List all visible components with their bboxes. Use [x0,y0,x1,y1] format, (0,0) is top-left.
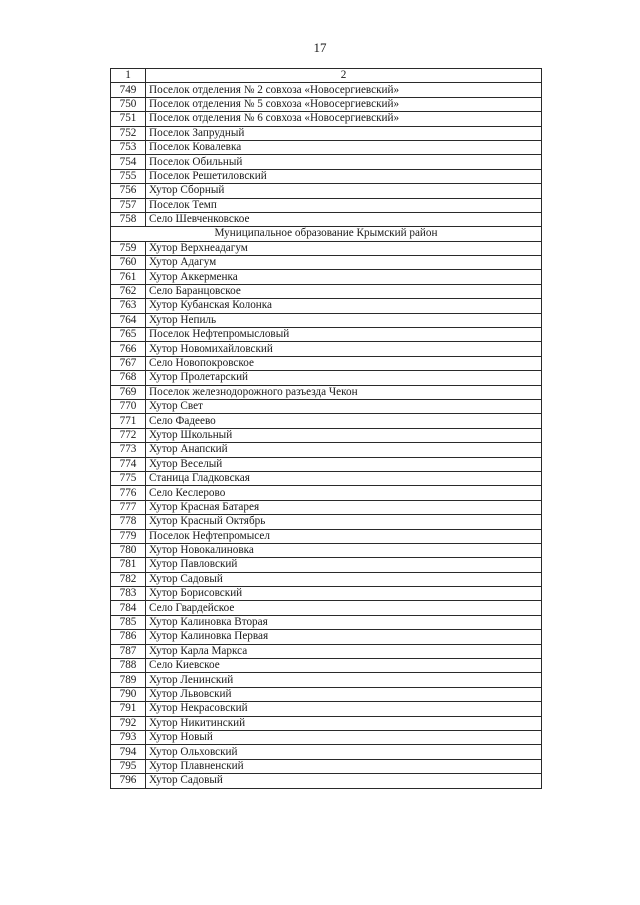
settlements-table [110,68,542,789]
row-number: 783 [111,587,146,601]
table-row [111,572,542,586]
row-number: 771 [111,414,146,428]
table-row [111,500,542,514]
settlement-name: Хутор Львовский [146,687,542,701]
settlement-name: Хутор Новомихайловский [146,342,542,356]
table-row [111,659,542,673]
section-row [111,227,542,241]
table-row [111,414,542,428]
settlement-name: Хутор Павловский [146,558,542,572]
table-row [111,515,542,529]
row-number: 781 [111,558,146,572]
settlement-name: Хутор Плавненский [146,759,542,773]
row-number: 759 [111,241,146,255]
row-number: 795 [111,759,146,773]
row-number: 778 [111,515,146,529]
row-number: 750 [111,97,146,111]
table-row [111,644,542,658]
row-number: 762 [111,284,146,298]
table-row [111,457,542,471]
row-number: 790 [111,687,146,701]
table-row [111,443,542,457]
settlement-name: Хутор Школьный [146,428,542,442]
table-row [111,140,542,154]
row-number: 769 [111,385,146,399]
settlement-name: Село Киевское [146,659,542,673]
page-number: 17 [313,40,327,55]
row-number: 793 [111,730,146,744]
table-row [111,371,542,385]
row-number: 788 [111,659,146,673]
row-number: 775 [111,471,146,485]
table-row [111,615,542,629]
settlement-name: Хутор Красный Октябрь [146,515,542,529]
settlement-name: Поселок Решетиловский [146,169,542,183]
settlement-name: Хутор Борисовский [146,587,542,601]
table-row [111,342,542,356]
settlement-name: Поселок Обильный [146,155,542,169]
row-number: 752 [111,126,146,140]
row-number: 792 [111,716,146,730]
settlement-name: Поселок Запрудный [146,126,542,140]
settlement-name: Хутор Новый [146,730,542,744]
row-number: 794 [111,745,146,759]
table-row [111,630,542,644]
table-row [111,471,542,485]
row-number: 768 [111,371,146,385]
settlement-name: Село Кеслерово [146,486,542,500]
table-row [111,702,542,716]
row-number: 777 [111,500,146,514]
settlement-name: Хутор Кубанская Колонка [146,299,542,313]
settlement-name: Поселок Темп [146,198,542,212]
settlement-name: Село Шевченковское [146,212,542,226]
table-row [111,601,542,615]
settlement-name: Хутор Калиновка Вторая [146,615,542,629]
table-row [111,759,542,773]
table-row [111,126,542,140]
row-number: 753 [111,140,146,154]
table-row [111,399,542,413]
table-row [111,774,542,788]
table-row [111,428,542,442]
row-number: 751 [111,112,146,126]
row-number: 779 [111,529,146,543]
settlement-name: Поселок отделения № 6 совхоза «Новосергиевский» [146,112,542,126]
table-row [111,745,542,759]
settlement-name: Хутор Непиль [146,313,542,327]
table-header-row [111,69,542,83]
row-number: 773 [111,443,146,457]
table-row [111,198,542,212]
table-row [111,587,542,601]
row-number: 787 [111,644,146,658]
settlement-name: Хутор Свет [146,399,542,413]
row-number: 766 [111,342,146,356]
table-row [111,212,542,226]
table-row [111,284,542,298]
settlement-name: Поселок отделения № 5 совхоза «Новосергиевский» [146,97,542,111]
table-row [111,112,542,126]
row-number: 761 [111,270,146,284]
settlement-name: Хутор Калиновка Первая [146,630,542,644]
settlement-name: Поселок отделения № 2 совхоза «Новосергиевский» [146,83,542,97]
row-number: 756 [111,184,146,198]
table-row [111,256,542,270]
table-row [111,83,542,97]
settlement-name: Село Новопокровское [146,356,542,370]
section-title: Муниципальное образование Крымский район [111,227,542,241]
table-row [111,356,542,370]
row-number: 776 [111,486,146,500]
settlement-name: Хутор Аккерменка [146,270,542,284]
row-number: 765 [111,328,146,342]
row-number: 755 [111,169,146,183]
table-row [111,716,542,730]
row-number: 754 [111,155,146,169]
settlement-name: Село Гвардейское [146,601,542,615]
table-row [111,313,542,327]
row-number: 770 [111,399,146,413]
settlement-name: Хутор Анапский [146,443,542,457]
settlement-name: Станица Гладковская [146,471,542,485]
settlement-name: Село Фадеево [146,414,542,428]
settlement-name: Хутор Некрасовский [146,702,542,716]
settlement-name: Хутор Ленинский [146,673,542,687]
row-number: 760 [111,256,146,270]
settlement-name: Хутор Сборный [146,184,542,198]
row-number: 786 [111,630,146,644]
settlement-name: Поселок Ковалевка [146,140,542,154]
table-row [111,299,542,313]
row-number: 785 [111,615,146,629]
settlement-name: Хутор Никитинский [146,716,542,730]
table-row [111,529,542,543]
table-row [111,385,542,399]
settlement-name: Хутор Садовый [146,774,542,788]
settlement-name: Хутор Новокалиновка [146,543,542,557]
settlement-name: Хутор Красная Батарея [146,500,542,514]
table-row [111,241,542,255]
row-number: 789 [111,673,146,687]
table-row [111,543,542,557]
settlement-name: Поселок Нефтепромысел [146,529,542,543]
settlement-name: Хутор Карла Маркса [146,644,542,658]
row-number: 757 [111,198,146,212]
settlement-name: Хутор Веселый [146,457,542,471]
table-row [111,155,542,169]
row-number: 784 [111,601,146,615]
row-number: 796 [111,774,146,788]
row-number: 791 [111,702,146,716]
row-number: 767 [111,356,146,370]
settlement-name: Хутор Садовый [146,572,542,586]
settlements-table-body [111,69,542,789]
settlement-name: Хутор Пролетарский [146,371,542,385]
settlement-name: Хутор Адагум [146,256,542,270]
settlement-name: Село Баранцовское [146,284,542,298]
table-row [111,486,542,500]
row-number: 763 [111,299,146,313]
row-number: 780 [111,543,146,557]
row-number: 782 [111,572,146,586]
table-row [111,730,542,744]
row-number: 772 [111,428,146,442]
row-number: 749 [111,83,146,97]
table-row [111,97,542,111]
table-row [111,169,542,183]
table-row [111,328,542,342]
column-header-2: 2 [146,69,542,83]
row-number: 764 [111,313,146,327]
table-row [111,673,542,687]
row-number: 774 [111,457,146,471]
settlement-name: Хутор Ольховский [146,745,542,759]
table-row [111,270,542,284]
settlement-name: Поселок Нефтепромысловый [146,328,542,342]
table-row [111,184,542,198]
column-header-1: 1 [111,69,146,83]
row-number: 758 [111,212,146,226]
settlement-name: Хутор Верхнеадагум [146,241,542,255]
table-row [111,558,542,572]
settlement-name: Поселок железнодорожного разъезда Чекон [146,385,542,399]
table-row [111,687,542,701]
